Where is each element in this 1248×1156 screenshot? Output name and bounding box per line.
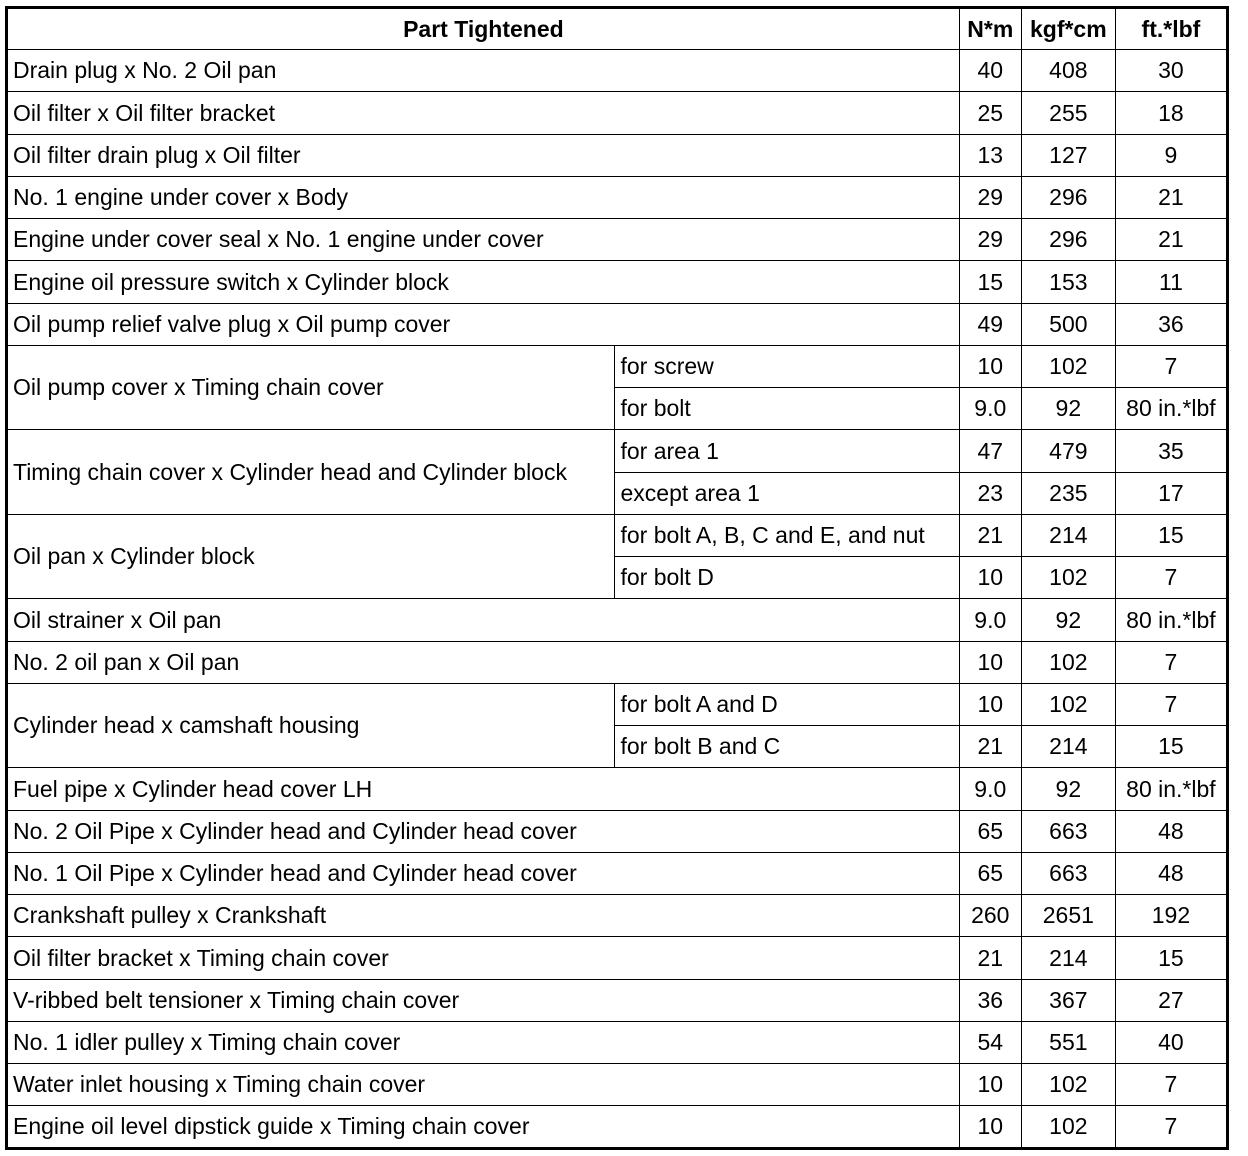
torque-nm-cell: 10	[959, 1106, 1021, 1149]
header-part-tightened: Part Tightened	[7, 8, 960, 50]
part-tightened-cell: Oil filter bracket x Timing chain cover	[7, 937, 960, 979]
torque-nm-cell: 10	[959, 1064, 1021, 1106]
part-tightened-cell: No. 1 engine under cover x Body	[7, 176, 960, 218]
table-row	[7, 810, 1228, 852]
torque-ft-lbf-cell: 11	[1115, 261, 1227, 303]
header-kgf-cm: kgf*cm	[1021, 8, 1115, 50]
torque-ft-lbf-cell: 15	[1115, 514, 1227, 556]
part-tightened-cell: Oil pan x Cylinder block	[7, 514, 615, 599]
part-tightened-cell: Engine oil pressure switch x Cylinder block	[7, 261, 960, 303]
table-row	[7, 219, 1228, 261]
fastener-condition-cell: for bolt B and C	[615, 726, 959, 768]
torque-ft-lbf-cell: 7	[1115, 345, 1227, 387]
part-tightened-cell: Oil strainer x Oil pan	[7, 599, 960, 641]
torque-ft-lbf-cell: 9	[1115, 134, 1227, 176]
torque-ft-lbf-cell: 7	[1115, 683, 1227, 725]
table-body	[7, 50, 1228, 1149]
torque-ft-lbf-cell: 7	[1115, 641, 1227, 683]
table-row	[7, 895, 1228, 937]
part-tightened-cell: Oil pump relief valve plug x Oil pump cover	[7, 303, 960, 345]
part-tightened-cell: Engine under cover seal x No. 1 engine under cover	[7, 219, 960, 261]
torque-kgf-cm-cell: 255	[1021, 92, 1115, 134]
fastener-condition-cell: for bolt A and D	[615, 683, 959, 725]
torque-kgf-cm-cell: 92	[1021, 599, 1115, 641]
torque-kgf-cm-cell: 102	[1021, 641, 1115, 683]
torque-nm-cell: 23	[959, 472, 1021, 514]
torque-kgf-cm-cell: 102	[1021, 1064, 1115, 1106]
torque-kgf-cm-cell: 214	[1021, 514, 1115, 556]
fastener-condition-cell: for bolt A, B, C and E, and nut	[615, 514, 959, 556]
torque-nm-cell: 29	[959, 176, 1021, 218]
fastener-condition-cell: for screw	[615, 345, 959, 387]
part-tightened-cell: Water inlet housing x Timing chain cover	[7, 1064, 960, 1106]
torque-nm-cell: 10	[959, 683, 1021, 725]
table-header	[7, 8, 1228, 50]
torque-nm-cell: 21	[959, 937, 1021, 979]
torque-nm-cell: 9.0	[959, 768, 1021, 810]
torque-kgf-cm-cell: 153	[1021, 261, 1115, 303]
torque-ft-lbf-cell: 18	[1115, 92, 1227, 134]
torque-ft-lbf-cell: 15	[1115, 726, 1227, 768]
torque-ft-lbf-cell: 7	[1115, 557, 1227, 599]
torque-nm-cell: 10	[959, 345, 1021, 387]
torque-specification-table	[5, 6, 1229, 1150]
torque-ft-lbf-cell: 17	[1115, 472, 1227, 514]
torque-ft-lbf-cell: 15	[1115, 937, 1227, 979]
torque-ft-lbf-cell: 21	[1115, 219, 1227, 261]
table-row	[7, 514, 1228, 556]
torque-kgf-cm-cell: 102	[1021, 1106, 1115, 1149]
torque-ft-lbf-cell: 7	[1115, 1106, 1227, 1149]
torque-kgf-cm-cell: 102	[1021, 683, 1115, 725]
table-row	[7, 430, 1228, 472]
torque-kgf-cm-cell: 214	[1021, 937, 1115, 979]
torque-nm-cell: 9.0	[959, 388, 1021, 430]
fastener-condition-cell: except area 1	[615, 472, 959, 514]
part-tightened-cell: Oil filter x Oil filter bracket	[7, 92, 960, 134]
torque-nm-cell: 21	[959, 726, 1021, 768]
torque-nm-cell: 13	[959, 134, 1021, 176]
torque-ft-lbf-cell: 192	[1115, 895, 1227, 937]
torque-nm-cell: 10	[959, 641, 1021, 683]
torque-kgf-cm-cell: 663	[1021, 852, 1115, 894]
torque-ft-lbf-cell: 48	[1115, 852, 1227, 894]
part-tightened-cell: No. 2 oil pan x Oil pan	[7, 641, 960, 683]
table-row	[7, 641, 1228, 683]
part-tightened-cell: Oil filter drain plug x Oil filter	[7, 134, 960, 176]
torque-ft-lbf-cell: 80 in.*lbf	[1115, 599, 1227, 641]
table-row	[7, 50, 1228, 92]
torque-kgf-cm-cell: 2651	[1021, 895, 1115, 937]
torque-ft-lbf-cell: 80 in.*lbf	[1115, 388, 1227, 430]
torque-nm-cell: 15	[959, 261, 1021, 303]
table-row	[7, 303, 1228, 345]
table-row	[7, 345, 1228, 387]
table-row	[7, 599, 1228, 641]
torque-kgf-cm-cell: 102	[1021, 345, 1115, 387]
table-row	[7, 768, 1228, 810]
torque-ft-lbf-cell: 21	[1115, 176, 1227, 218]
torque-kgf-cm-cell: 408	[1021, 50, 1115, 92]
table-row	[7, 979, 1228, 1021]
part-tightened-cell: Crankshaft pulley x Crankshaft	[7, 895, 960, 937]
table-row	[7, 134, 1228, 176]
torque-kgf-cm-cell: 127	[1021, 134, 1115, 176]
torque-ft-lbf-cell: 36	[1115, 303, 1227, 345]
torque-nm-cell: 54	[959, 1021, 1021, 1063]
torque-nm-cell: 40	[959, 50, 1021, 92]
torque-nm-cell: 65	[959, 810, 1021, 852]
table-row	[7, 1021, 1228, 1063]
part-tightened-cell: Fuel pipe x Cylinder head cover LH	[7, 768, 960, 810]
part-tightened-cell: V-ribbed belt tensioner x Timing chain cover	[7, 979, 960, 1021]
part-tightened-cell: No. 1 Oil Pipe x Cylinder head and Cylinder head cover	[7, 852, 960, 894]
torque-ft-lbf-cell: 80 in.*lbf	[1115, 768, 1227, 810]
torque-ft-lbf-cell: 7	[1115, 1064, 1227, 1106]
torque-nm-cell: 29	[959, 219, 1021, 261]
torque-nm-cell: 260	[959, 895, 1021, 937]
part-tightened-cell: Engine oil level dipstick guide x Timing chain cover	[7, 1106, 960, 1149]
header-row	[7, 8, 1228, 50]
torque-kgf-cm-cell: 367	[1021, 979, 1115, 1021]
part-tightened-cell: No. 1 idler pulley x Timing chain cover	[7, 1021, 960, 1063]
table-row	[7, 683, 1228, 725]
torque-nm-cell: 65	[959, 852, 1021, 894]
torque-nm-cell: 10	[959, 557, 1021, 599]
table-row	[7, 1064, 1228, 1106]
torque-kgf-cm-cell: 296	[1021, 219, 1115, 261]
torque-ft-lbf-cell: 40	[1115, 1021, 1227, 1063]
table-row	[7, 937, 1228, 979]
table-row	[7, 852, 1228, 894]
table-row	[7, 1106, 1228, 1149]
torque-kgf-cm-cell: 663	[1021, 810, 1115, 852]
torque-nm-cell: 21	[959, 514, 1021, 556]
torque-kgf-cm-cell: 479	[1021, 430, 1115, 472]
torque-nm-cell: 25	[959, 92, 1021, 134]
torque-kgf-cm-cell: 296	[1021, 176, 1115, 218]
part-tightened-cell: No. 2 Oil Pipe x Cylinder head and Cylinder head cover	[7, 810, 960, 852]
torque-nm-cell: 36	[959, 979, 1021, 1021]
fastener-condition-cell: for bolt D	[615, 557, 959, 599]
torque-nm-cell: 49	[959, 303, 1021, 345]
table-row	[7, 261, 1228, 303]
torque-ft-lbf-cell: 27	[1115, 979, 1227, 1021]
torque-kgf-cm-cell: 92	[1021, 388, 1115, 430]
fastener-condition-cell: for bolt	[615, 388, 959, 430]
torque-kgf-cm-cell: 102	[1021, 557, 1115, 599]
torque-kgf-cm-cell: 500	[1021, 303, 1115, 345]
part-tightened-cell: Cylinder head x camshaft housing	[7, 683, 615, 768]
header-ft-lbf: ft.*lbf	[1115, 8, 1227, 50]
torque-kgf-cm-cell: 92	[1021, 768, 1115, 810]
torque-nm-cell: 9.0	[959, 599, 1021, 641]
torque-kgf-cm-cell: 235	[1021, 472, 1115, 514]
torque-ft-lbf-cell: 48	[1115, 810, 1227, 852]
torque-ft-lbf-cell: 30	[1115, 50, 1227, 92]
torque-ft-lbf-cell: 35	[1115, 430, 1227, 472]
header-nm: N*m	[959, 8, 1021, 50]
table-row	[7, 176, 1228, 218]
part-tightened-cell: Timing chain cover x Cylinder head and Cylinder block	[7, 430, 615, 515]
part-tightened-cell: Oil pump cover x Timing chain cover	[7, 345, 615, 430]
torque-kgf-cm-cell: 551	[1021, 1021, 1115, 1063]
torque-nm-cell: 47	[959, 430, 1021, 472]
fastener-condition-cell: for area 1	[615, 430, 959, 472]
part-tightened-cell: Drain plug x No. 2 Oil pan	[7, 50, 960, 92]
table-row	[7, 92, 1228, 134]
torque-kgf-cm-cell: 214	[1021, 726, 1115, 768]
